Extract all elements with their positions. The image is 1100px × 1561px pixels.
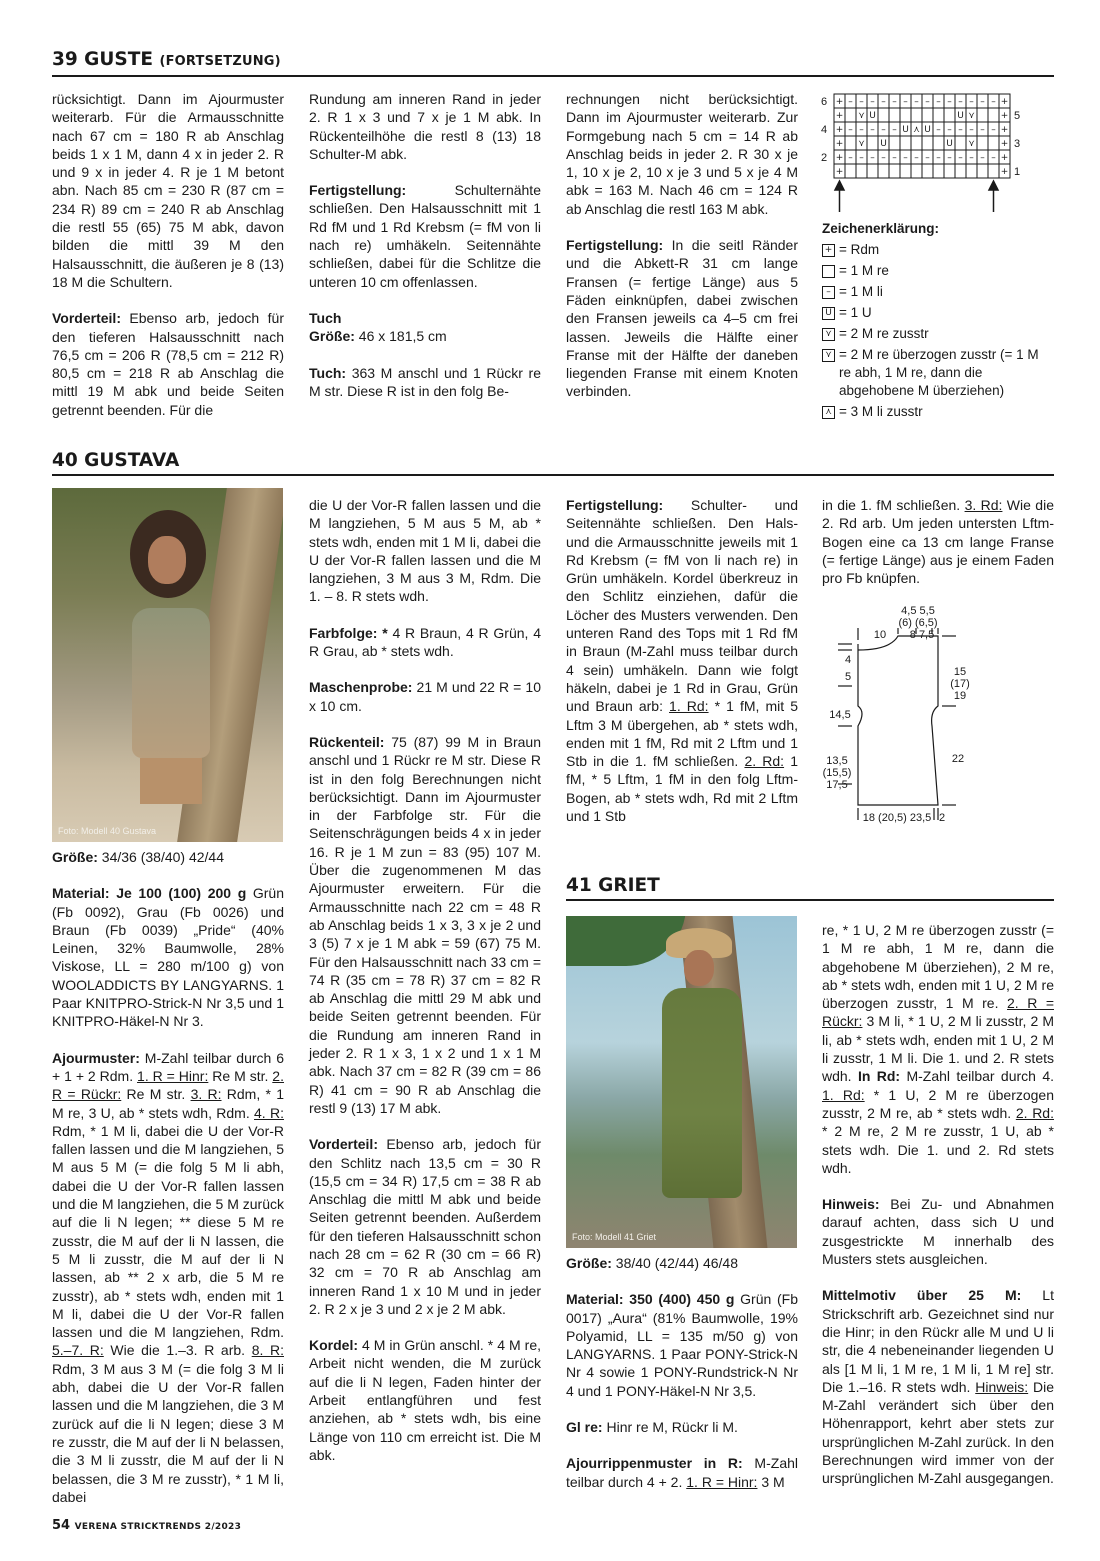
svg-text:–: – — [914, 153, 919, 163]
schema-top-1: 4,5 5,5 — [901, 605, 935, 617]
svg-text:–: – — [903, 97, 908, 107]
s41-c4-inrd-label: In Rd: — [857, 1068, 901, 1085]
s40-rueckenteil — [309, 733, 541, 1117]
knitting-chart — [818, 90, 1028, 215]
svg-text:U: U — [946, 139, 953, 149]
ssk-icon: ⋎ — [822, 349, 835, 362]
s41-glre-text: Hinr re M, Rückr li M. — [602, 1419, 738, 1436]
s41-rippen-a: M-Zahl teilbar durch 4 + 2. — [566, 1455, 798, 1490]
section-41-header — [566, 874, 1054, 901]
svg-text:U: U — [902, 125, 909, 135]
s39-c2-para-b — [309, 181, 541, 291]
s41-size-label: Größe: — [566, 1255, 612, 1271]
schema-top-left: 10 — [873, 629, 887, 641]
s41-c4-e: * 2 M re, 2 M re zusstr, 1 U, ab * stets wdh. Die 1. und 2. Rd stets wdh. — [822, 1123, 1054, 1176]
s41-rippen-label: Ajourrippenmuster in R: — [566, 1455, 743, 1472]
section-39-title: 39 GUSTE — [52, 49, 153, 70]
s40-fertig-rd1: 1. Rd: — [669, 698, 709, 715]
section-39-header — [52, 48, 1054, 77]
svg-text:–: – — [870, 97, 875, 107]
model-face — [684, 950, 714, 986]
svg-text:U: U — [880, 139, 887, 149]
model-40-photo — [52, 488, 283, 842]
s41-c4-d: * 1 U, 2 M re überzogen zusstr, 2 M re, ab * stets wdh. — [822, 1086, 1054, 1121]
svg-text:–: – — [980, 153, 985, 163]
svg-text:–: – — [848, 153, 853, 163]
s39-tuch-title: Tuch — [309, 309, 342, 326]
s40-kordel-text: 4 M in Grün anschl. * 4 M re, Arbeit nicht wenden, die M zurück auf die li N legen, Faden hinter der Arbeit entlangführen und fest anziehen, ab * stets wdh, bis eine Länge von 110 cm erreicht ist. Die M abk. — [309, 1337, 541, 1463]
s40-ajour — [52, 1049, 284, 1506]
s40-ajour-r2: 2. R = Rückr: — [52, 1067, 284, 1103]
schema-left-2: 5 — [844, 671, 852, 683]
s39-c2-para-d — [309, 364, 541, 401]
s40-material-label: Material: Je 100 (100) 200 g — [52, 885, 247, 902]
legend-item-rdm — [822, 241, 1054, 259]
s39-column-1 — [52, 90, 284, 437]
page-footer — [52, 1518, 241, 1533]
svg-text:+: + — [1000, 139, 1009, 149]
s40-ajour-r57: 5.–7. R: — [52, 1342, 104, 1359]
schema-top-right: 8 7,5 — [909, 629, 935, 641]
model-41-photo-label: Foto: Modell 41 Griet — [572, 1232, 657, 1242]
s40-probe-label: Maschenprobe: — [309, 679, 413, 696]
schema-right-3: 19 — [953, 690, 967, 702]
s39-vorderteil-label: Vorderteil: — [52, 310, 121, 327]
model-40-photo-label: Foto: Modell 40 Gustava — [58, 826, 157, 836]
s41-mittel-a: Lt Strickschrift arb. Gezeichnet sind nur die Hinr; in den Rückr alle M und U li str, die 4 nebeneinander liegenden U als [1 M li, 1 M re, 1 M li, 1 M re] str. Die 1.–16. R stets wdh. — [822, 1287, 1054, 1395]
s39-tuch-size-label: Größe: — [309, 328, 355, 345]
svg-text:–: – — [936, 153, 941, 163]
model-dress — [662, 988, 742, 1198]
s40-fertig-c: 1 fM, * 5 Lftm, 1 fM in den folg Lftm-Bogen, ab * stets wdh, Rd mit 2 Lftm und 1 Stb — [566, 753, 798, 825]
model-face — [148, 536, 186, 584]
s40-fertig-rd2: 2. Rd: — [744, 753, 785, 770]
svg-text:–: – — [936, 125, 941, 135]
s40-rueck-text: 75 (87) 99 M in Braun anschl und 1 Rückr re M str. Diese R ist in den folg Berechnungen nicht berücksichtigt. Dann im Ajourmuster in der Farbfolge str. Für die Seitenschrägungen beids 4 x in jeder 16. R je 1 M zun = 83 (95) 107 M. Über die zugenommenen M das Ajourmuster erweitern. Für die Armausschnitte nach 22 cm = 48 R ab Anschlag beids 1 x 3, 3 x je 2 und 3 (5) 7 x je 1 M abk = 59 (67) 75 M. Für den Halsausschnitt nach 33 cm = 74 R (35 cm = 78 R) 37 cm = 82 R ab Anschlag die mittl 29 M abk und beide Seiten getrennt beenden. Für die Rundung am inneren Rand in jeder 2. R 1 x 3, 1 x 2 und 1 x 1 M abk. Nach 37 cm = 82 R (39 cm = 86 R) 41 cm = 90 R ab Anschlag die restl 9 (13) 17 M abk. — [309, 733, 541, 1116]
s41-c4-r2: 2. R = Rückr: — [822, 995, 1054, 1030]
s41-mittel-b: Die M-Zahl verändert sich über den Höhenrapport, kehrt aber stets zur ursprünglichen M-Zahl zurück. In den Berechnungen wird immer von der ursprünglichen M-Zahl ausgegangen. — [822, 1378, 1054, 1487]
s40-fertig-label: Fertigstellung: — [566, 497, 664, 513]
schema-right-2: (17) — [950, 678, 970, 690]
section-40-title: 40 GUSTAVA — [52, 450, 180, 471]
s39-tuch-size: 46 x 181,5 cm — [354, 328, 447, 345]
s39-c3-para-b — [566, 236, 798, 401]
legend-item-k2tog — [822, 325, 1054, 343]
svg-text:–: – — [881, 97, 886, 107]
s40-fertig-a: Schulter- und Seitennähte schließen. Den Hals- und die Armausschnitte jeweils mit 1 Rd Krebsm (= fM von li nach re) in Grün umhäkeln. Kordel überkreuz in den Schlitz einziehen, dafür die Löcher des Musters verwenden. Den unteren Rand des Tops mit 1 Rd fM in Braun (M-Zahl muss teilbar durch 4 sein) umhäkeln. Dann wie folgt häkeln, dabei je 1 Rd in Grau, Grün und Braun arb: — [566, 497, 798, 715]
s40-ajour-r8: 8. R: — [251, 1342, 284, 1359]
s40-ajour-label: Ajourmuster: — [52, 1049, 140, 1066]
section-40-header — [52, 449, 1054, 476]
s40-ajour-d: Rdm, * 1 M re, 3 U, ab * stets wdh, Rdm. — [52, 1086, 284, 1121]
svg-text:–: – — [848, 125, 853, 135]
s39-fertig-label: Fertigstellung: — [309, 182, 407, 199]
schema-left-1: 4 — [844, 654, 852, 666]
s39-column-3 — [566, 90, 798, 419]
legend-text: = 3 M li zusstr — [839, 404, 923, 419]
s40-ajour-f: Wie die 1.–3. R arb. — [103, 1342, 252, 1359]
s41-column-3 — [566, 1254, 798, 1509]
svg-text:+: + — [1000, 153, 1009, 163]
svg-text:⋎: ⋎ — [858, 139, 865, 149]
svg-text:–: – — [991, 153, 996, 163]
s39-fertig-text: Schulternähte schließen. Den Halsausschnitt mit 1 Rd fM und 1 Rd Krebsm (= fM von li nach re) umhäkeln. Seitennähte schließen, dabei für die Schlitze die unteren 10 cm offenlassen. — [309, 182, 541, 290]
s39-c3-fertig-label: Fertigstellung: — [566, 237, 664, 254]
s41-column-4 — [822, 921, 1054, 1506]
legend-text: = 1 M re — [839, 263, 889, 278]
svg-text:–: – — [892, 153, 897, 163]
s40-size-label: Größe: — [52, 849, 98, 865]
schema-bottom-2: 2 — [938, 812, 946, 824]
schema-left-5: (15,5) — [822, 767, 852, 779]
chart-row-3: 3 — [1014, 138, 1021, 150]
s40-material-text: Grün (Fb 0092), Grau (Fb 0026) und Braun (Fb 0039) „Pride“ (40% Leinen, 32% Baumwolle, 28% Viskose, LL = 280 m/100 g) von WOOLADDICTS BY LANGYARNS. 1 Paar KNITPRO-Strick-N Nr 3,5 und 1 KNITPRO-Häkel-N Nr 3. — [52, 885, 285, 1030]
legend-item-ssk — [822, 346, 1054, 400]
s40-c4-a: in die 1. fM schließen. — [822, 497, 965, 513]
legend-text: = 2 M re überzogen zusstr (= 1 M re abh, 1 M re, dann die abgehobene M überziehen) — [839, 347, 1039, 398]
svg-text:–: – — [947, 97, 952, 107]
svg-text:+: + — [1000, 167, 1009, 177]
svg-text:+: + — [835, 111, 844, 121]
s40-size — [52, 848, 284, 866]
svg-text:–: – — [925, 97, 930, 107]
model-top — [132, 608, 210, 758]
s40-c2-para-a: die U der Vor-R fallen lassen und die M langziehen, 5 M aus 5 M, ab * stets wdh, enden mit 1 M li, dabei die U der Vor-R fallen lassen und die M langziehen, 3 M aus 3 M, Rdm. Die 1. – 8. R stets wdh. — [309, 497, 541, 605]
s39-column-2 — [309, 90, 541, 418]
legend-text: = 1 U — [839, 305, 872, 320]
svg-text:+: + — [835, 97, 844, 107]
s41-mittel-label: Mittelmotiv über 25 M: — [822, 1287, 1022, 1304]
svg-text:–: – — [859, 97, 864, 107]
s39-c1-para-a: rücksichtigt. Dann im Ajourmuster weiterarb. Für die Armausschnitte nach 67 cm = 180 R ab Anschlag beids 1 x 1 M, dann 4 x in jeder 2. R und 9 x in jeder 4. R je 1 M betont abn. Nach 85 cm = 230 R (87 cm = 234 R) 89 cm = 240 R ab Anschlag die restl 55 (65) 75 M abk, davon bilden die mittl 39 M den Halsausschnitt, die äußeren je 8 (13) 18 M die Schultern. — [52, 91, 284, 290]
legend-item-u — [822, 304, 1054, 322]
s41-hinweis-text: Bei Zu- und Abnahmen darauf achten, dass sich U und zusgestrickte M innerhalb des Musters stets ausgleichen. — [822, 1196, 1054, 1268]
s39-tuch-label: Tuch: — [309, 364, 347, 381]
legend-item-li — [822, 283, 1054, 301]
schema-left-4: 13,5 — [826, 755, 848, 767]
svg-text:–: – — [914, 97, 919, 107]
s39-tuch-text: 363 M anschl und 1 Rückr re M str. Diese R ist in den folg Be- — [309, 364, 541, 399]
garment-schematic — [822, 600, 1022, 830]
s40-fertigstellung — [566, 496, 798, 825]
s40-c4-rd3: 3. Rd: — [964, 497, 1003, 513]
chart-row-1: 1 — [1014, 166, 1021, 178]
s40-kordel — [309, 1336, 541, 1464]
svg-text:U: U — [957, 111, 964, 121]
schema-right-1: 15 — [953, 666, 967, 678]
page-number: 54 — [52, 1518, 71, 1533]
svg-text:–: – — [969, 153, 974, 163]
s41-size — [566, 1254, 798, 1272]
s40-farb-label: Farbfolge: * — [309, 624, 388, 641]
svg-text:–: – — [892, 125, 897, 135]
s41-rippen-b: 3 M — [757, 1473, 785, 1490]
s41-material-label: Material — [566, 1291, 619, 1308]
svg-text:–: – — [925, 153, 930, 163]
svg-text:–: – — [969, 125, 974, 135]
s41-rippen — [566, 1454, 798, 1491]
schema-top-2: (6) (6,5) — [898, 617, 938, 629]
svg-text:–: – — [848, 97, 853, 107]
s40-ajour-c: Re M str. — [121, 1086, 191, 1103]
s39-tuch-block — [309, 309, 541, 346]
s41-mittel-hinweis: Hinweis: — [975, 1378, 1029, 1395]
s41-c4-rd1: 1. Rd: — [822, 1086, 865, 1103]
s40-vorderteil — [309, 1135, 541, 1318]
svg-text:–: – — [859, 125, 864, 135]
svg-text:+: + — [1000, 97, 1009, 107]
s41-mittelmotiv — [822, 1286, 1054, 1487]
s41-glre-label: Gl re: — [566, 1419, 603, 1436]
svg-text:+: + — [835, 153, 844, 163]
yarn-over-icon: U — [822, 307, 835, 320]
svg-text:⋎: ⋎ — [968, 139, 975, 149]
svg-text:–: – — [870, 125, 875, 135]
svg-text:+: + — [835, 139, 844, 149]
s40-vorder-label: Vorderteil: — [309, 1136, 378, 1153]
svg-text:–: – — [969, 97, 974, 107]
schema-right-4: 22 — [951, 753, 965, 765]
s41-c4-a: re, * 1 U, 2 M re überzogen zusstr (= 1 M re abh, 1 M re, dann die abgehobene M überziehen), 2 M re, ab * stets wdh, enden mit 1 U, 2 M re überzogen zusstr, 1 M re. — [822, 922, 1054, 1012]
legend-item-re — [822, 262, 1054, 280]
s39-c3-para-a: rechnungen nicht berücksichtigt. Dann im Ajourmuster weiterarb. Zur Formgebung nach 5 cm = 14 R ab Anschlag beids in jeder 2. R 30 x je 1, 10 x je 2, 10 x je 3 und 5 x je 4 M abk = 163 M. Nach 46 cm = 124 R ab Anschlag die restl 163 M abk. — [566, 91, 798, 217]
plus-icon: + — [822, 244, 835, 257]
s40-ajour-b: Re M str. — [208, 1067, 273, 1084]
s40-c4-para — [822, 496, 1054, 587]
s40-column-3 — [566, 496, 798, 843]
svg-text:–: – — [980, 125, 985, 135]
svg-text:–: – — [991, 125, 996, 135]
legend-text: = Rdm — [839, 242, 880, 257]
s39-c1-para-b — [52, 309, 284, 419]
s41-hinweis — [822, 1195, 1054, 1268]
s41-c4-rd2: 2. Rd: — [1015, 1104, 1054, 1121]
chart-row-4: 4 — [821, 124, 828, 136]
s40-farbfolge — [309, 624, 541, 661]
svg-text:–: – — [980, 97, 985, 107]
s41-c4-para — [822, 921, 1054, 1177]
svg-text:–: – — [881, 125, 886, 135]
s41-glre — [566, 1418, 798, 1436]
legend-title: Zeichenerklärung: — [822, 221, 940, 236]
legend-text: = 1 M li — [839, 284, 883, 299]
chart-row-5: 5 — [1014, 110, 1021, 122]
s40-maschenprobe — [309, 678, 541, 715]
s40-ajour-a: M-Zahl teilbar durch 6 + 1 + 2 Rdm. — [52, 1049, 284, 1084]
s39-c2-para-a: Rundung am inneren Rand in jeder 2. R 1 x 3 und 7 x je 1 M abk. In Rückenteilhöhe die restl 8 (13) 18 Schulter-M abk. — [309, 91, 541, 162]
s40-vorder-text: Ebenso arb, jedoch für den Schlitz nach 13,5 cm = 30 R (15,5 cm = 34 R) 17,5 cm = 38 R ab Anschlag die mittl M abk und beide Seiten getrennt beenden. Außerdem für den tieferen Halsausschnitt schon nach 28 cm = 62 R (30 cm = 66 R) 32 cm = 70 R ab Anschlag am inneren Rand 1 x 10 M und in jeder 2. R 2 x je 3 und 2 x je 2 M abk. — [309, 1136, 541, 1317]
svg-text:+: + — [1000, 111, 1009, 121]
svg-text:⋎: ⋎ — [968, 111, 975, 121]
svg-text:–: – — [947, 153, 952, 163]
s40-farb-text: 4 R Braun, 4 R Grün, 4 R Grau, ab * stets wdh. — [309, 624, 541, 660]
schema-left-6: 17,5 — [826, 779, 848, 791]
svg-text:–: – — [859, 153, 864, 163]
magazine-name: VERENA STRICKTRENDS 2/2023 — [74, 1522, 242, 1532]
chart-legend — [822, 220, 1054, 424]
svg-text:–: – — [947, 125, 952, 135]
s40-fertig-b: * 1 fM, mit 5 Lftm 3 M übergehen, ab * stets wdh, enden mit 1 fM, Rd mit 2 Lftm und 1 Stb in die 1. fM schließen. — [566, 698, 798, 770]
s40-ajour-e: Rdm, * 1 M li, dabei die U der Vor-R fallen lassen und die M langziehen, 5 M aus 5 M (= die folg 5 M li abh, dabei die U der Vor-R fallen lassen und die M langziehen, die 5 M zurück auf die li N legen; ** diese 5 M re zusstr, die M auf der li N lassen, die 5 M li zusstr, die M auf der li N lassen, ab ** 2 x arb, die 5 M re zusstr), ab * stets wdh, enden mit 1 M li, dabei die U der Vor-R fallen lassen und die M langziehen, Rdm. — [52, 1122, 284, 1341]
svg-text:–: – — [892, 97, 897, 107]
s41-size-text: 38/40 (42/44) 46/48 — [611, 1255, 738, 1271]
svg-text:⋎: ⋎ — [858, 111, 865, 121]
s41-rippen-r1: 1. R = Hinr: — [686, 1473, 758, 1490]
schema-left-3: 14,5 — [829, 709, 851, 721]
chart-row-2: 2 — [821, 152, 828, 164]
s40-c4-b: Wie die 2. Rd arb. Um jeden untersten Lftm-Bogen eine ca 13 cm lange Franse (= fertige Länge) aus je einem Faden pro Fb knüpfen. — [822, 497, 1054, 587]
s41-c4-c: M-Zahl teilbar durch 4. — [900, 1068, 1055, 1085]
svg-text:–: – — [991, 97, 996, 107]
s41-hinweis-label: Hinweis: — [822, 1196, 880, 1213]
square-icon — [822, 265, 835, 278]
legend-text: = 2 M re zusstr — [839, 326, 929, 341]
s39-c3-fertig-text: In die seitl Ränder und die Abkett-R 31 cm lange Fransen (= fertige Länge) aus 5 Fäden einknüpfen, dabei zwischen den Fransen jeweils ca 4–5 cm frei lassen. Jeweils die Hälfte einer Franse mit der Hälfte der daneben liegenden Franse mit einem Knoten verbinden. — [566, 237, 798, 400]
section-41-title: 41 GRIET — [566, 875, 660, 896]
legend-item-p3tog — [822, 403, 1054, 421]
svg-text:–: – — [958, 97, 963, 107]
s40-ajour-r4: 4. R: — [254, 1104, 284, 1121]
svg-text:–: – — [903, 153, 908, 163]
k2tog-icon: ⋎ — [822, 328, 835, 341]
svg-text:–: – — [936, 97, 941, 107]
svg-text:+: + — [835, 167, 844, 177]
s40-material — [52, 884, 284, 1030]
svg-text:+: + — [1000, 125, 1009, 135]
p3tog-icon: ⋏ — [822, 406, 835, 419]
svg-text:–: – — [958, 125, 963, 135]
s40-ajour-r3: 3. R: — [190, 1086, 222, 1103]
svg-text:U: U — [924, 125, 931, 135]
s41-material-amount: : 350 (400) 450 g — [618, 1291, 735, 1308]
s40-column-4 — [822, 496, 1054, 605]
schema-bottom: 18 (20,5) 23,5 — [862, 812, 932, 824]
svg-text:+: + — [835, 125, 844, 135]
svg-text:–: – — [881, 153, 886, 163]
chart-row-6: 6 — [821, 96, 828, 108]
s40-rueck-label: Rückenteil: — [309, 733, 385, 750]
svg-text:U: U — [869, 111, 876, 121]
s40-probe-text: 21 M und 22 R = 10 x 10 cm. — [309, 679, 541, 714]
svg-text:–: – — [958, 153, 963, 163]
svg-text:–: – — [870, 153, 875, 163]
model-41-photo — [566, 916, 797, 1248]
s40-column-1 — [52, 848, 284, 1524]
minus-icon: – — [822, 286, 835, 299]
s41-c4-b: 3 M li, * 1 U, 2 M li zusstr, 2 M li, ab * stets wdh, enden mit 1 U, 2 M li zusstr, 1 M li. Die 1. und 2. R stets wdh. — [822, 1013, 1054, 1085]
s40-size-text: 34/36 (38/40) 42/44 — [97, 849, 224, 865]
s40-ajour-r1: 1. R = Hinr: — [137, 1067, 209, 1084]
s41-material-text: Grün (Fb 0017) „Aura“ (81% Baumwolle, 19% Polyamid, LL = 135 m/50 g) von LANGYARNS. 1 Paar PONY-Strick-N Nr 4 sowie 1 PONY-Rundstrick-N Nr 4 und 1 PONY-Häkel-N Nr 3,5. — [566, 1291, 799, 1399]
section-39-subtitle: (FORTSETZUNG) — [159, 54, 281, 69]
svg-text:⋏: ⋏ — [913, 125, 920, 135]
s40-column-2 — [309, 496, 541, 1482]
s41-material — [566, 1290, 798, 1400]
s40-kordel-label: Kordel: — [309, 1337, 358, 1354]
s39-vorderteil-text: Ebenso arb, jedoch für den tieferen Halsausschnitt nach 76,5 cm = 206 R (78,5 cm = 212 R) 80,5 cm = 218 R ab Anschlag die mittl 19 M abk und beide Seiten getrennt beenden. Für die — [52, 310, 284, 418]
s40-ajour-g: Rdm, 3 M aus 3 M (= die folg 3 M li abh, dabei die U der Vor-R fallen lassen und die M langziehen, die 3 M zurück auf die li N legen; diese 3 M re zusstr, die M auf der li N belassen, die 3 M li zusstr, die M auf der li N belassen, die 3 M re zusstr), * 1 M li, dabei — [52, 1360, 284, 1505]
model-legs — [140, 758, 202, 804]
